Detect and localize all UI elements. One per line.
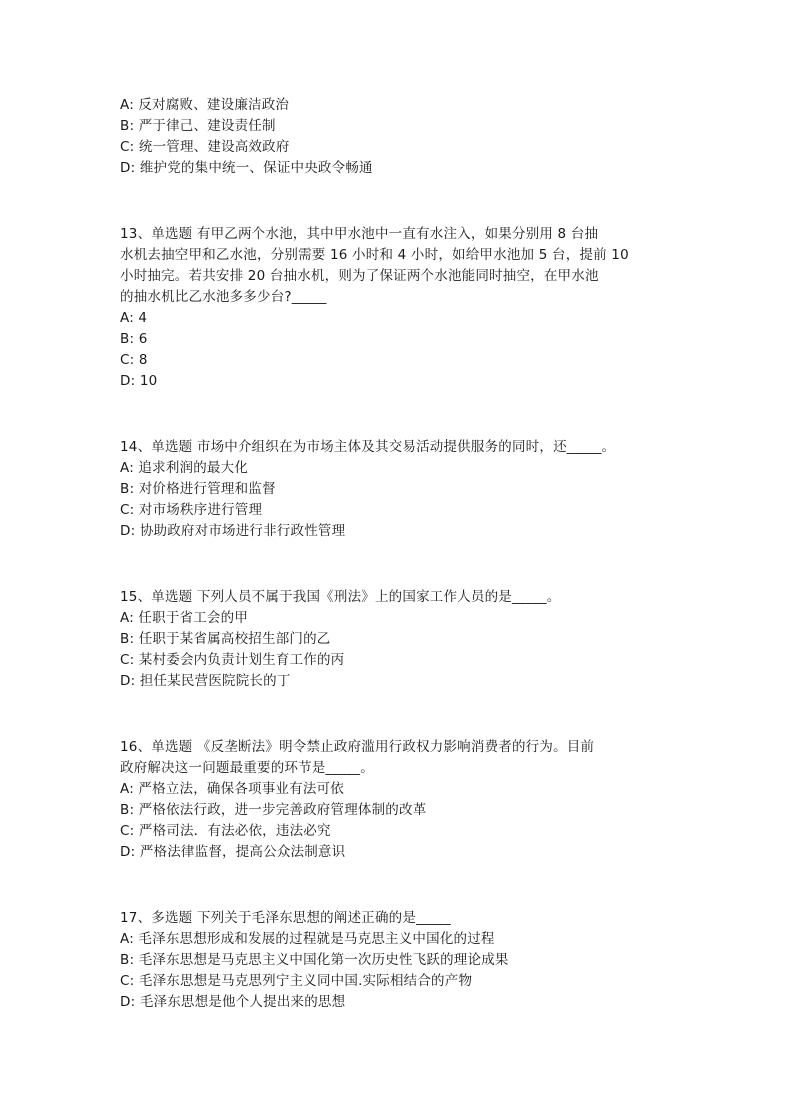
question-stem-line: 的抽水机比乙水池多多少台?_____	[120, 289, 327, 305]
question-14	[120, 437, 680, 542]
option-c: C: 统一管理、建设高效政府	[120, 139, 290, 155]
option-a: A: 4	[120, 310, 148, 326]
option-d: D: 毛泽东思想是他个人提出来的思想	[120, 994, 346, 1010]
option-a: A: 追求利润的最大化	[120, 460, 249, 476]
option-d: D: 协助政府对市场进行非行政性管理	[120, 523, 346, 539]
question-stem-line: 政府解决这一问题最重要的环节是_____。	[120, 760, 374, 776]
option-b: B: 6	[120, 331, 148, 347]
option-d: D: 担任某民营医院院长的丁	[120, 673, 291, 689]
option-b: B: 毛泽东思想是马克思主义中国化第一次历史性飞跃的理论成果	[120, 952, 509, 968]
option-d: D: 严格法律监督，提高公众法制意识	[120, 844, 346, 860]
question-13	[120, 224, 680, 392]
option-c: C: 严格司法．有法必依，违法必究	[120, 823, 331, 839]
option-b: B: 严于律己、建设责任制	[120, 118, 276, 134]
option-d: D: 维护党的集中统一、保证中央政令畅通	[120, 160, 373, 176]
option-c: C: 对市场秩序进行管理	[120, 502, 263, 518]
option-c: C: 8	[120, 352, 148, 368]
question-15	[120, 587, 680, 692]
option-a: A: 毛泽东思想形成和发展的过程就是马克思主义中国化的过程	[120, 931, 495, 947]
option-a: A: 严格立法，确保各项事业有法可依	[120, 781, 344, 797]
question-stem-line: 15、单选题 下列人员不属于我国《刑法》上的国家工作人员的是_____。	[120, 589, 561, 605]
question-stem-line: 14、单选题 市场中介组织在为市场主体及其交易活动提供服务的同时，还_____。	[120, 439, 616, 455]
question-stem-line: 水机去抽空甲和乙水池，分别需要 16 小时和 4 小时，如给甲水池加 5 台，提前 10	[120, 247, 629, 263]
option-b: B: 任职于某省属高校招生部门的乙	[120, 631, 331, 647]
question-17	[120, 908, 680, 1013]
question-stem-line: 17、多选题 下列关于毛泽东思想的阐述正确的是_____	[120, 910, 451, 926]
option-b: B: 严格依法行政，进一步完善政府管理体制的改革	[120, 802, 427, 818]
question-stem-line: 小时抽完。若共安排 20 台抽水机，则为了保证两个水池能同时抽空，在甲水池	[120, 268, 599, 284]
option-a: A: 反对腐败、建设廉洁政治	[120, 97, 290, 113]
question-16	[120, 737, 680, 863]
option-c: C: 某村委会内负责计划生育工作的丙	[120, 652, 345, 668]
option-a: A: 任职于省工会的甲	[120, 610, 249, 626]
document-page	[120, 95, 680, 1013]
question-12-options	[120, 95, 680, 179]
question-stem-line: 16、单选题 《反垄断法》明令禁止政府滥用行政权力影响消费者的行为。目前	[120, 739, 595, 755]
option-b: B: 对价格进行管理和监督	[120, 481, 276, 497]
option-c: C: 毛泽东思想是马克思列宁主义同中国.实际相结合的产物	[120, 973, 473, 989]
question-stem-line: 13、单选题 有甲乙两个水池，其中甲水池中一直有水注入，如果分别用 8 台抽	[120, 226, 599, 242]
option-d: D: 10	[120, 373, 158, 389]
